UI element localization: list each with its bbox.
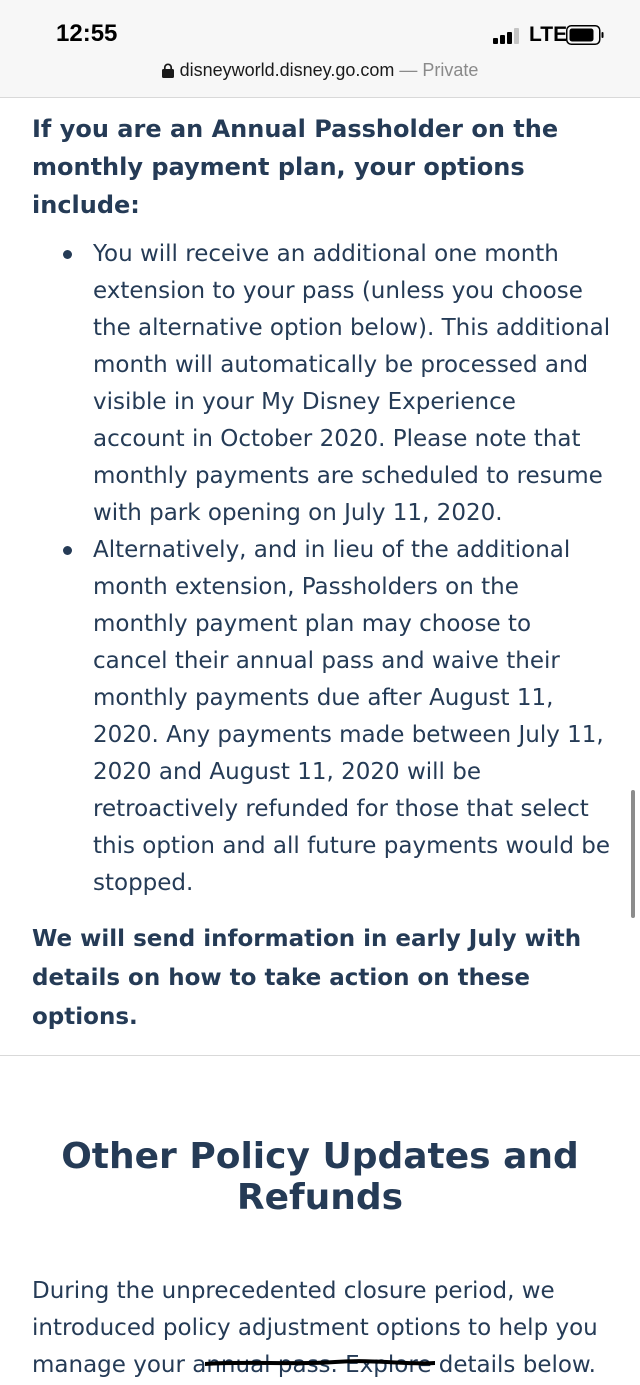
lock-icon <box>162 63 174 78</box>
options-list <box>32 236 612 902</box>
clock: 12:55 <box>56 20 118 47</box>
list-item <box>93 532 612 902</box>
section-divider <box>0 1055 640 1056</box>
section-title: Other Policy Updates and Refunds <box>61 1136 579 1218</box>
bullet-icon <box>63 546 72 555</box>
address-bar[interactable] <box>0 60 640 81</box>
bullet-icon <box>63 250 72 259</box>
intro-heading: If you are an Annual Passholder on the monthly payment plan, your options include: <box>32 115 559 219</box>
battery-icon <box>566 25 604 45</box>
status-bar <box>0 0 640 98</box>
option-text: You will receive an additional one month extension to your pass (unless you choose the alternative option below). This additional month will automatically be processed and visible in your My Disney Experience account in October 2020. Please note that monthly payments are scheduled to resume with park opening on July 11, 2020. <box>93 241 611 526</box>
article-content <box>32 104 612 1037</box>
option-text: Alternatively, and in lieu of the additional month extension, Passholders on the monthly payment plan may choose to cancel their annual pass and waive their monthly payments due after August 11, 2020. Any payments made between July 11, 2020 and August 11, 2020 will be retroactively refunded for those that select this option and all future payments would be stopped. <box>93 537 611 896</box>
list-item <box>93 236 612 532</box>
private-mode-label: Private <box>422 60 479 80</box>
redaction-mark <box>205 1359 435 1367</box>
url-text: disneyworld.disney.go.com <box>179 60 395 80</box>
url-separator: — <box>399 60 418 80</box>
cellular-signal-icon <box>493 28 521 44</box>
cta-note: We will send information in early July with details on how to take action on these options. <box>32 926 582 1030</box>
network-type: LTE <box>529 23 568 46</box>
scrollbar[interactable] <box>631 790 635 918</box>
section-body: During the unprecedented closure period, we introduced policy adjustment options to help you manage your annual pass. Explore details below. <box>32 1278 598 1378</box>
